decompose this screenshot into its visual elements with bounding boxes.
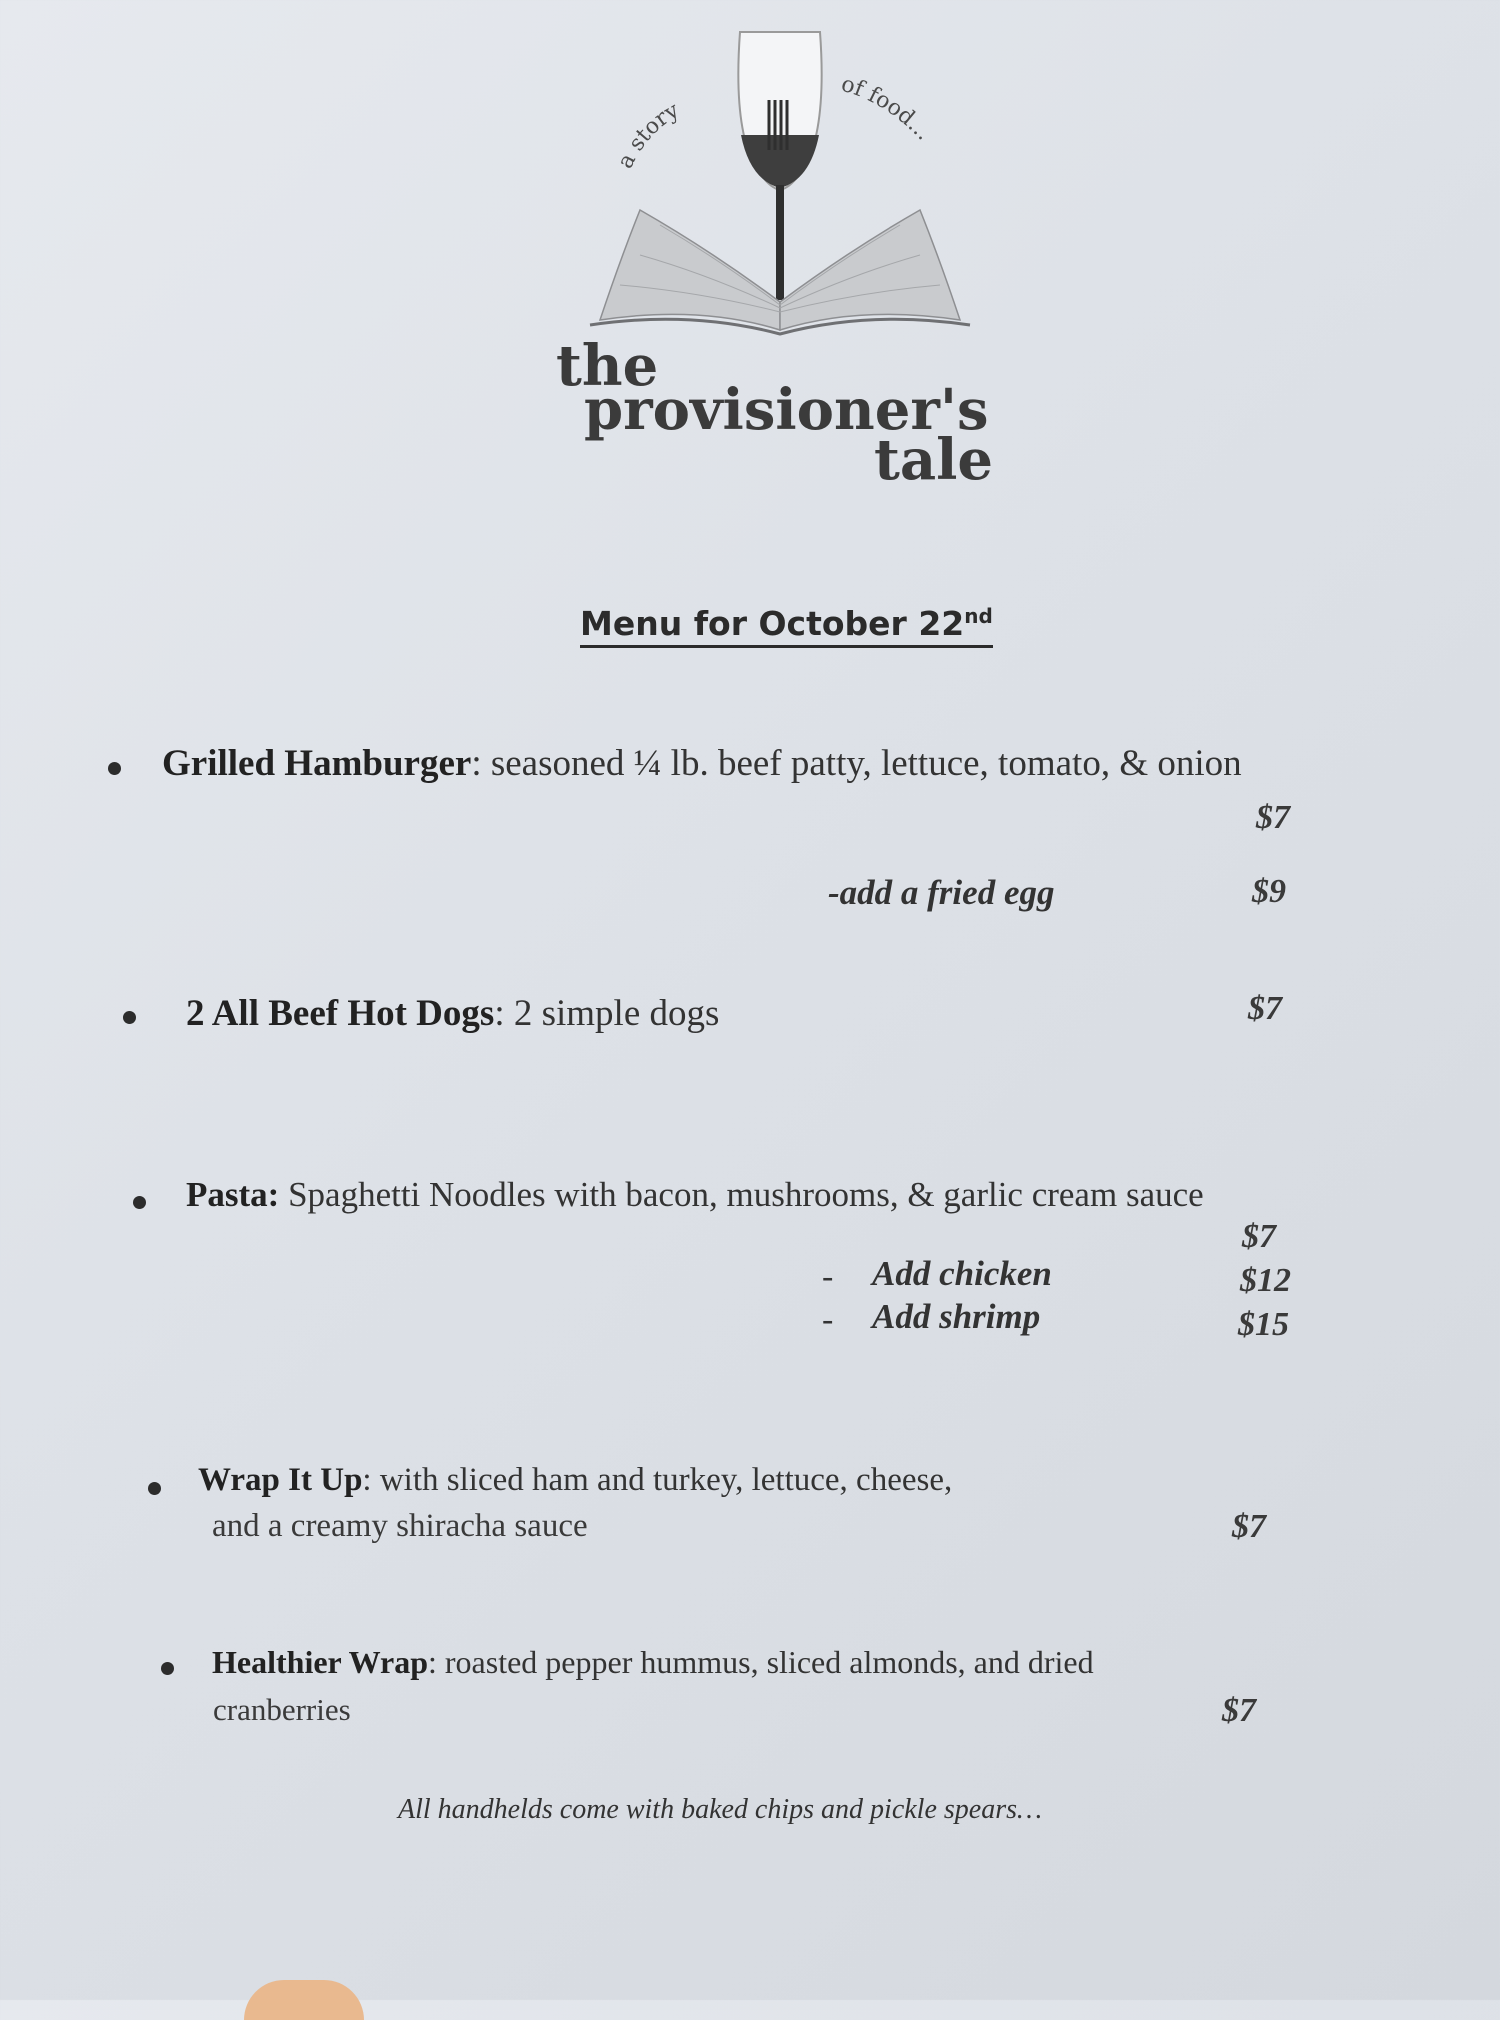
bullet-icon	[108, 762, 121, 775]
menu-title-suffix: nd	[964, 604, 993, 628]
logo-wineglass-book-icon	[560, 20, 980, 350]
addon-label: -add a fried egg	[828, 873, 1055, 912]
item-name: Grilled Hamburger	[162, 743, 472, 784]
logo-word-provisioners: provisioner's	[584, 377, 989, 443]
item-price: $7	[1232, 1508, 1266, 1545]
menu-item-healthier-wrap	[212, 1644, 1094, 1681]
addon-label: Add chicken	[872, 1254, 1052, 1293]
addon-price: $12	[1240, 1262, 1291, 1299]
menu-title-text: Menu for October 22	[580, 604, 965, 643]
addon-price: $15	[1238, 1306, 1289, 1343]
svg-text:a story	[613, 98, 684, 173]
addon-dash: -	[822, 1258, 834, 1295]
item-price: $7	[1256, 799, 1290, 836]
item-description-line-2: cranberries	[213, 1692, 351, 1727]
item-price: $7	[1248, 990, 1282, 1027]
page-title	[580, 604, 993, 648]
bullet-icon	[161, 1662, 174, 1675]
addon-label: Add shrimp	[872, 1297, 1041, 1336]
addon-dash: -	[822, 1301, 834, 1338]
item-description: : 2 simple dogs	[494, 993, 720, 1034]
menu-item-hot-dogs	[186, 992, 719, 1035]
footer-note: All handhelds come with baked chips and pickle spears…	[398, 1794, 1042, 1825]
menu-item-wrap-it-up	[198, 1462, 952, 1499]
logo-arc-right-text: of food...	[838, 71, 936, 146]
item-description: : roasted pepper hummus, sliced almonds, and dried	[428, 1644, 1094, 1680]
item-name: Healthier Wrap	[212, 1644, 428, 1680]
item-price: $7	[1222, 1692, 1256, 1729]
bullet-icon	[148, 1482, 161, 1495]
thumb	[244, 1980, 364, 2020]
item-price: $7	[1242, 1218, 1276, 1255]
menu-item-hamburger	[162, 742, 1242, 785]
item-description: : with sliced ham and turkey, lettuce, cheese,	[362, 1462, 953, 1498]
item-description: : seasoned ¼ lb. beef patty, lettuce, tomato, & onion	[471, 743, 1242, 784]
item-name: Wrap It Up	[198, 1462, 363, 1498]
logo-word-tale: tale	[874, 427, 994, 493]
item-name: 2 All Beef Hot Dogs	[186, 993, 495, 1034]
item-name: Pasta:	[186, 1175, 280, 1214]
item-description: Spaghetti Noodles with bacon, mushrooms, & garlic cream sauce	[279, 1175, 1204, 1214]
logo-word-the: the	[556, 333, 659, 399]
svg-text:of food...	[838, 72, 936, 146]
bullet-icon	[123, 1011, 136, 1024]
addon-price: $9	[1252, 873, 1286, 910]
bullet-icon	[133, 1196, 146, 1209]
item-description-line-2: and a creamy shiracha sauce	[212, 1508, 588, 1544]
menu-item-pasta	[186, 1175, 1204, 1215]
logo-arc-left-text: a story	[612, 98, 684, 173]
